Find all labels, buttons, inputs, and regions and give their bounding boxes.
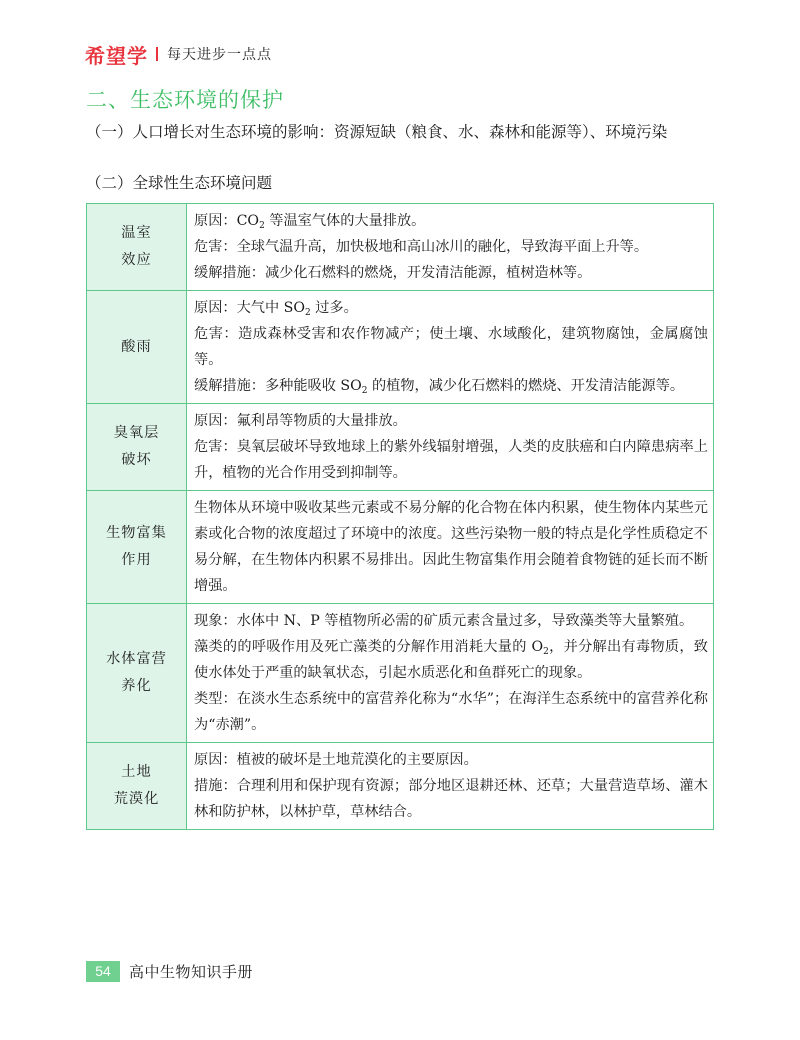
description-line: 危害：臭氧层破坏导致地球上的紫外线辐射增强，人类的皮肤癌和白内障患病率上升，植物的光合作用受到抑制等。 <box>194 439 708 481</box>
line-text: 过多。 <box>310 300 358 316</box>
issue-description-cell <box>187 291 714 404</box>
page-number: 54 <box>86 961 120 982</box>
issue-topic-line: 温室 <box>121 225 152 241</box>
header-divider <box>156 47 158 61</box>
issue-topic-line: 土地 <box>121 764 152 780</box>
issue-topic-line: 荒漠化 <box>113 791 160 807</box>
description-line <box>194 373 708 399</box>
header-slogan: 每天进步一点点 <box>167 47 272 63</box>
header <box>85 42 272 66</box>
issue-topic-line: 水体富营 <box>106 651 167 667</box>
description-line <box>194 208 708 234</box>
issue-topic-cell <box>87 404 187 491</box>
subscript: 2 <box>543 647 549 657</box>
issue-topic-line: 酸雨 <box>121 338 152 355</box>
issue-description-cell <box>187 404 714 491</box>
environment-issues-table <box>86 203 714 830</box>
line-text: 藻类的的呼吸作用及死亡藻类的分解作用消耗大量的 O <box>194 639 544 655</box>
issue-topic-cell <box>87 291 187 404</box>
subscript: 2 <box>361 386 368 396</box>
subheading-population: （一）人口增长对生态环境的影响：资源短缺（粮食、水、森林和能源等）、环境污染 <box>86 123 668 141</box>
brand-logo: 希望学 <box>85 43 148 68</box>
description-line: 现象：水体中 N、P 等植物所必需的矿质元素含量过多，导致藻类等大量繁殖。 <box>194 613 694 629</box>
table-row <box>87 291 714 404</box>
description-line: 危害：造成森林受害和农作物减产；使土壤、水域酸化，建筑物腐蚀，金属腐蚀等。 <box>194 326 708 368</box>
description-line: 措施：合理利用和保护现有资源；部分地区退耕还林、还草；大量营造草场、灌木林和防护林，以林护草，草林结合。 <box>194 778 708 820</box>
issue-topic-line: 作用 <box>121 552 152 568</box>
description-line: 缓解措施：减少化石燃料的燃烧，开发清洁能源，植树造林等。 <box>194 265 592 281</box>
description-line: 原因：植被的破坏是土地荒漠化的主要原因。 <box>194 752 478 768</box>
issue-topic-line: 臭氧层 <box>113 425 160 441</box>
line-text: 原因：CO <box>194 213 260 229</box>
line-text: ，并分解出有毒物质，致使水体处于严重的缺氧状态，引起水质恶化和鱼群死亡的现象。 <box>194 639 708 681</box>
issue-topic-cell <box>87 743 187 830</box>
line-text: 缓解措施：多种能吸收 SO <box>194 378 362 394</box>
description-line <box>194 295 708 321</box>
subheading-global-issues: （二）全球性生态环境问题 <box>86 174 273 192</box>
description-line: 类型：在淡水生态系统中的富营养化称为“水华”；在海洋生态系统中的富营养化称为“赤潮”。 <box>194 691 708 733</box>
table-row <box>87 204 714 291</box>
line-text: 的植物，减少化石燃料的燃烧、开发清洁能源等。 <box>367 378 685 394</box>
issue-description-cell <box>187 204 714 291</box>
issue-topic-cell <box>87 204 187 291</box>
table-row <box>87 404 714 491</box>
line-text: 原因：大气中 SO <box>194 300 305 316</box>
table-row <box>87 743 714 830</box>
issue-description-cell <box>187 743 714 830</box>
issue-topic-cell <box>87 604 187 743</box>
issue-topic-line: 生物富集 <box>106 525 167 541</box>
section-title: 二、生态环境的保护 <box>86 88 284 112</box>
line-text: 等温室气体的大量排放。 <box>264 213 426 229</box>
description-line: 危害：全球气温升高，加快极地和高山冰川的融化，导致海平面上升等。 <box>194 239 649 255</box>
table-row <box>87 604 714 743</box>
issue-description-cell <box>187 604 714 743</box>
issue-topic-cell <box>87 491 187 604</box>
issue-description-cell <box>187 491 714 604</box>
table-row <box>87 491 714 604</box>
description-line: 原因：氟利昂等物质的大量排放。 <box>194 413 407 429</box>
subscript: 2 <box>259 221 265 231</box>
issue-topic-line: 养化 <box>121 678 152 694</box>
book-title: 高中生物知识手册 <box>129 962 254 981</box>
footer <box>86 960 253 982</box>
subscript: 2 <box>305 308 311 318</box>
issue-topic-line: 效应 <box>121 252 152 268</box>
description-line <box>194 634 708 686</box>
description-line: 生物体从环境中吸收某些元素或不易分解的化合物在体内积累，使生物体内某些元素或化合物的浓度超过了环境中的浓度。这些污染物一般的特点是化学性质稳定不易分解，在生物体内积累不易排出。因此生物富集作用会随着食物链的延长而不断增强。 <box>194 500 708 594</box>
issue-topic-line: 破坏 <box>121 452 152 468</box>
